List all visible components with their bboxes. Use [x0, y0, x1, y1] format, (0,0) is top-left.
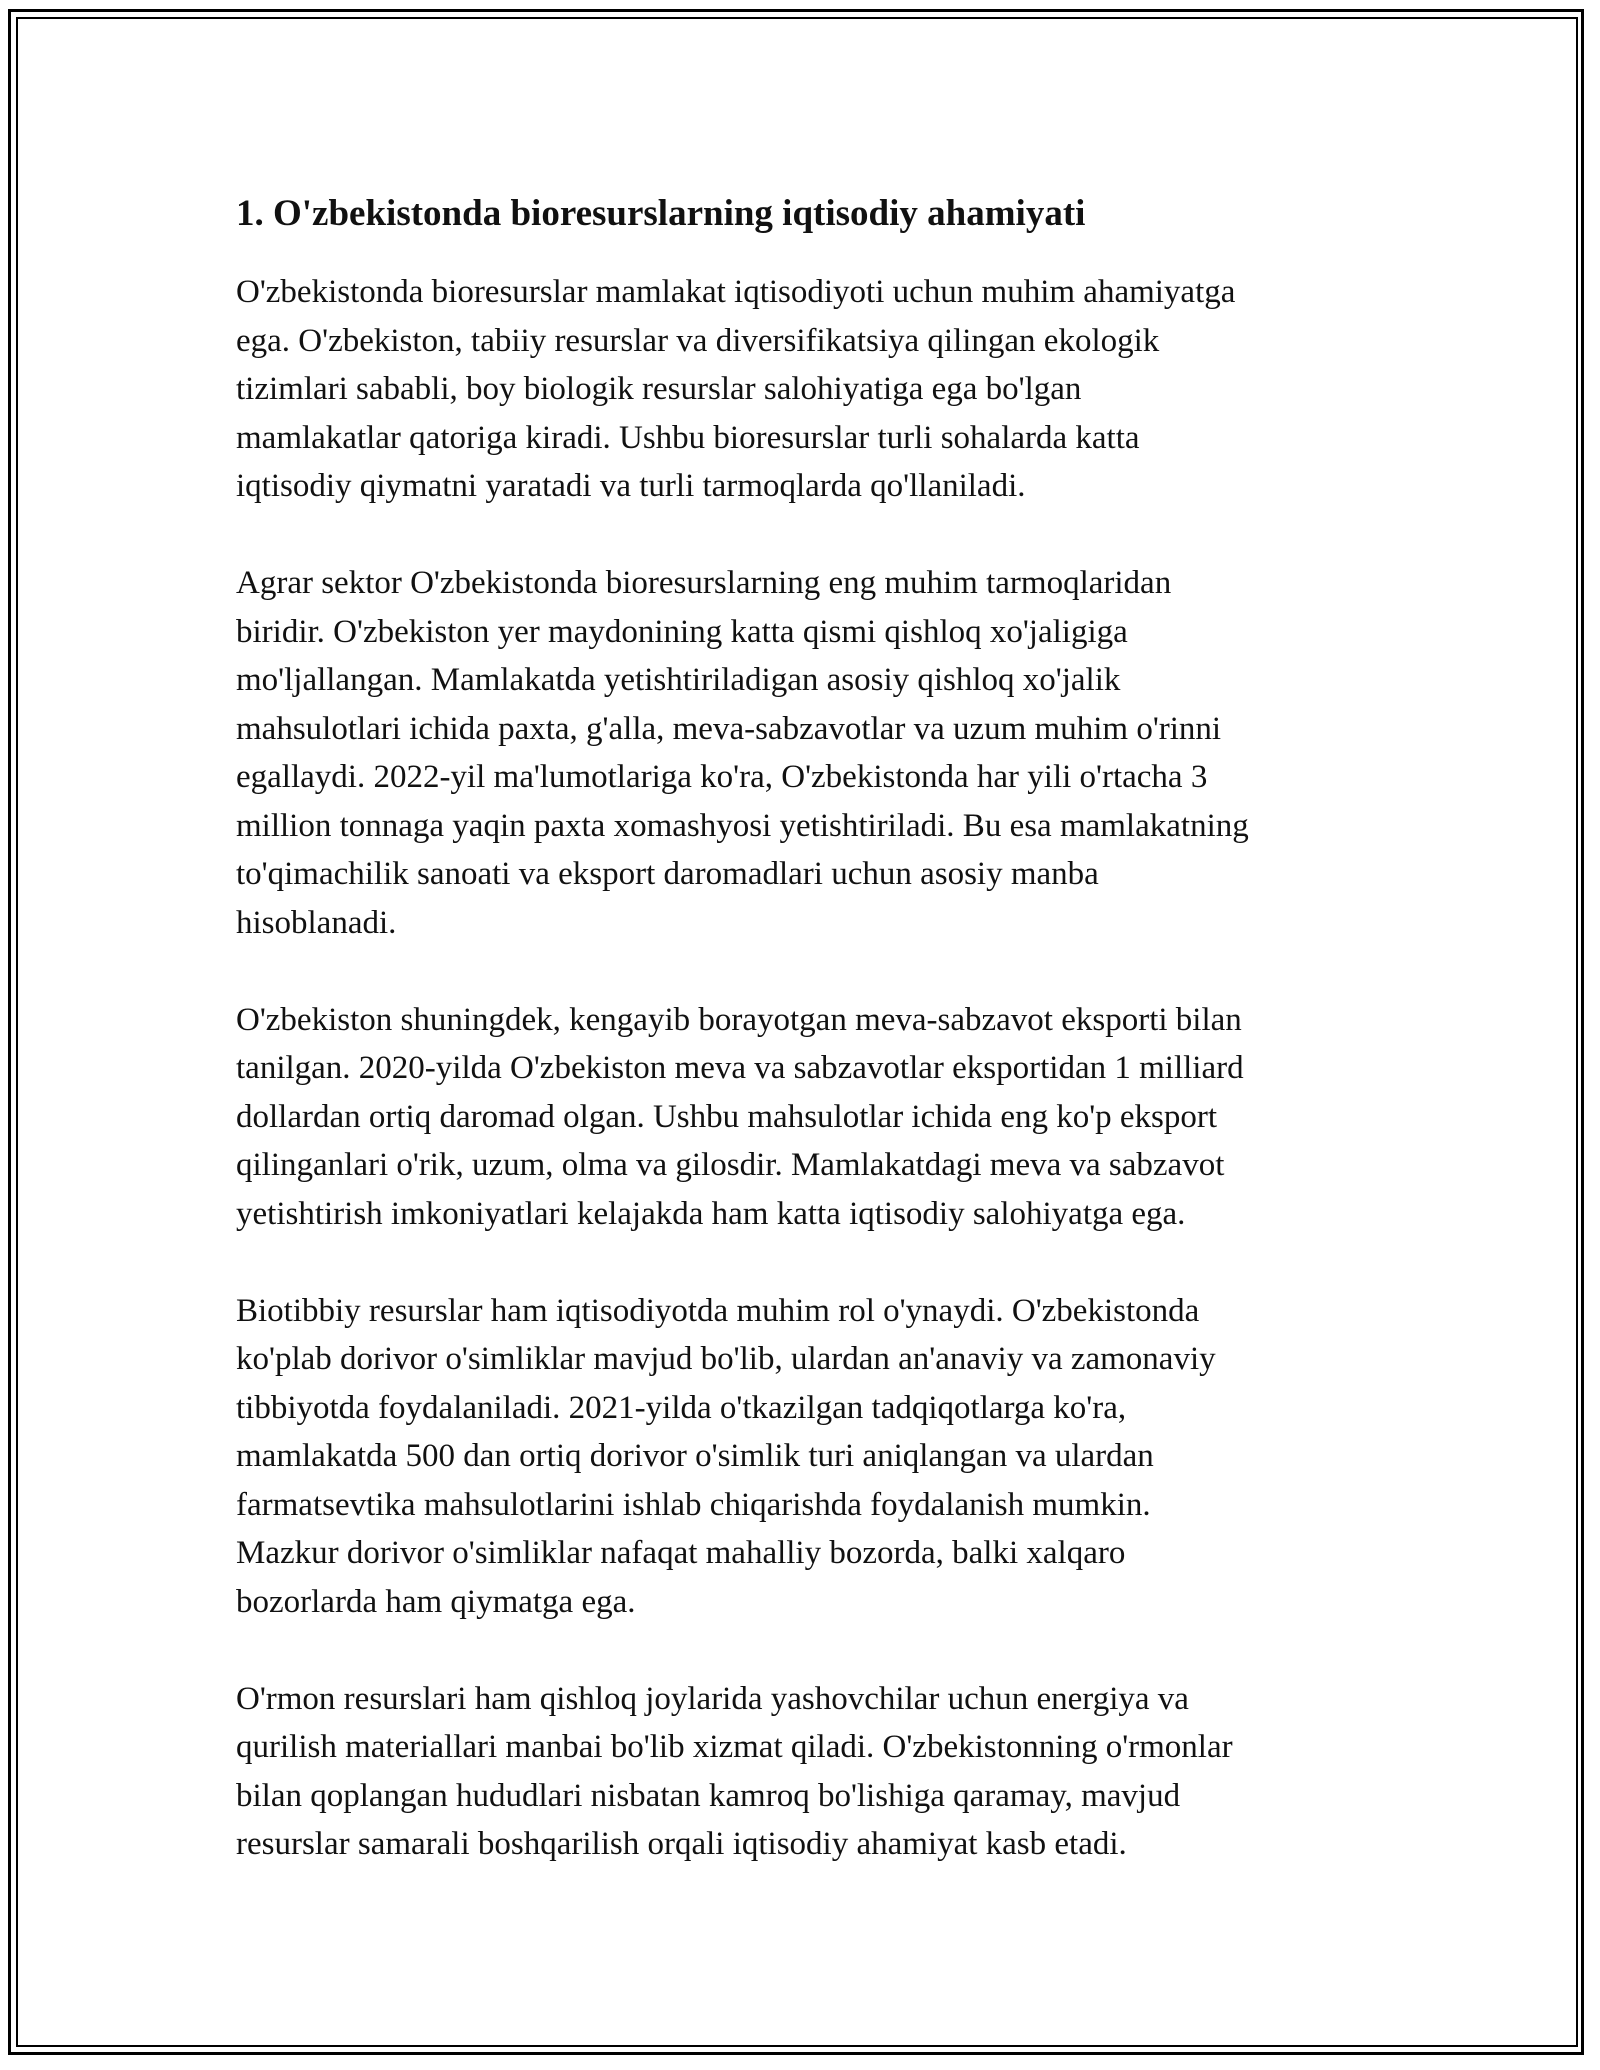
document-body: [236, 186, 1366, 1917]
paragraph-forest-resources: O'rmon resurslari ham qishloq joylarida yashovchilar uchun energiya va qurilish materiallari manbai bo'lib xizmat qiladi. O'zbekistonning o'rmonlar bilan qoplangan hududlari nisbatan kamroq bo'lishiga qaramay, mavjud resurslar samarali boshqarilish orqali iqtisodiy ahamiyat kasb etadi.: [236, 1680, 1233, 1862]
paragraph-biomedical-resources: Biotibbiy resurslar ham iqtisodiyotda muhim rol o'ynaydi. O'zbekistonda ko'plab dorivor o'simliklar mavjud bo'lib, ulardan an'anaviy va zamonaviy tibbiyotda foydalaniladi. 2021-yilda o'tkazilgan tadqiqotlarga ko'ra, mamlakatda 500 dan ortiq dorivor o'simlik turi aniqlangan va ulardan farmatsevtika mahsulotlarini ishlab chiqarishda foydalanish mumkin. Mazkur dorivor o'simliklar nafaqat mahalliy bozorda, balki xalqaro bozorlarda ham qiymatga ega.: [236, 1292, 1216, 1620]
paragraph-fruit-vegetable-export: O'zbekiston shuningdek, kengayib borayotgan meva-sabzavot eksporti bilan tanilgan. 2020-yilda O'zbekiston meva va sabzavotlar eksportidan 1 milliard dollardan ortiq daromad olgan. Ushbu mahsulotlar ichida eng ko'p eksport qilinganlari o'rik, uzum, olma va gilosdir. Mamlakatdagi meva va sabzavot yetishtirish imkoniyatlari kelajakda ham katta iqtisodiy salohiyatga ega.: [236, 1001, 1244, 1232]
paragraph-intro: O'zbekistonda bioresurslar mamlakat iqtisodiyoti uchun muhim ahamiyatga ega. O'zbekiston, tabiiy resurslar va diversifikatsiya qilingan ekologik tizimlari sababli, boy biologik resurslar salohiyatiga ega bo'lgan mamlakatlar qatoriga kiradi. Ushbu bioresurslar turli sohalarda katta iqtisodiy qiymatni yaratadi va turli tarmoqlarda qo'llaniladi.: [236, 274, 1236, 504]
section-heading: 1. O'zbekistonda bioresurslarning iqtisodiy ahamiyati: [236, 193, 1086, 234]
paragraph-agrarian-sector: Agrar sektor O'zbekistonda bioresurslarning eng muhim tarmoqlaridan biridir. O'zbekiston yer maydonining katta qismi qishloq xo'jaligiga mo'ljallangan. Mamlakatda yetishtiriladigan asosiy qishloq xo'jalik mahsulotlari ichida paxta, g'alla, meva-sabzavotlar va uzum muhim o'rinni egallaydi. 2022-yil ma'lumotlariga ko'ra, O'zbekistonda har yili o'rtacha 3 million tonnaga yaqin paxta xomashyosi yetishtiriladi. Bu esa mamlakatning to'qimachilik sanoati va eksport daromadlari uchun asosiy manba hisoblanadi.: [236, 565, 1249, 941]
